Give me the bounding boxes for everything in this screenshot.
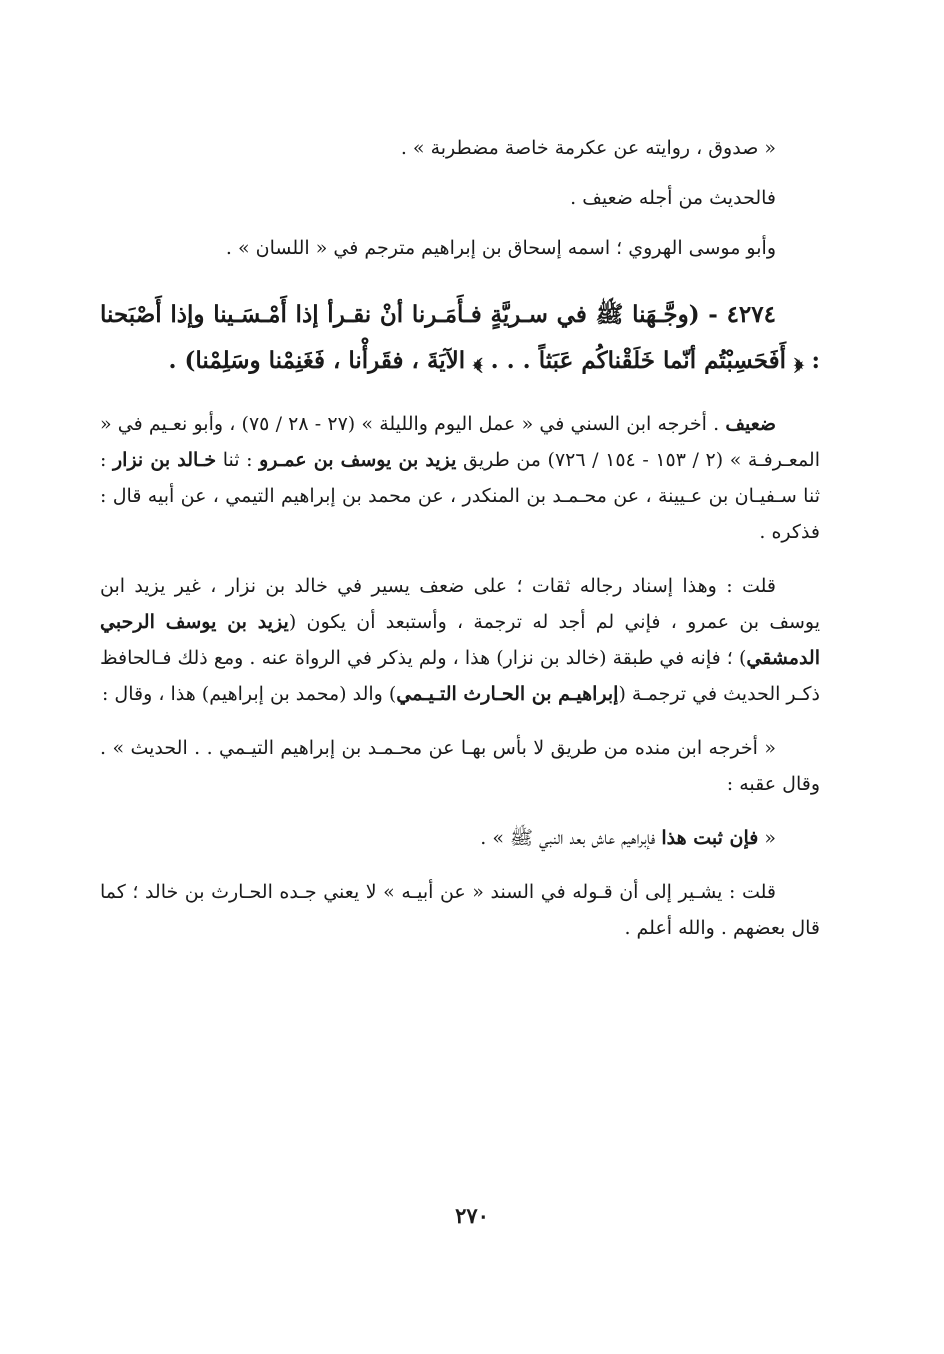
hadith-weak-line: فالحديث من أجله ضعيف . (570, 187, 776, 209)
narrator-yazid-rahbi: يزيد بن يوسف الرحبي الدمشقي (100, 611, 820, 669)
quote-rest: فإبراهيم عاش بعد النبي ﷺ » . (480, 827, 662, 849)
takhrij-paragraph (100, 406, 820, 550)
narrator-khalid: خـالد بن نزار (112, 449, 217, 471)
takhrij-text-3: : ثنا سـفيـان بن عـيينة ، عن محـمـد بن المنكدر ، عن محمد بن إبراهيم التيمي ، عن أبيه قال : فذكره . (100, 449, 820, 543)
commentary-text-1: قلت : وهذا إسناد رجاله ثقات ؛ على ضعف يسير في خالد بن نزار ، غير يزيد ابن يوسف بن عمرو ، فإني لم أجد له ترجمة ، وأستبعد أن يكون ( (100, 575, 821, 633)
quote-ibn-mandah: « أخرجه ابن منده من طريق لا بأس بهـا عن محـمـد بن إبراهيم التيـمي . . الحديث » . وقال عقبه : (100, 737, 820, 795)
commentary-text-2: ) ؛ فإنه في طبقة (خالد بن نزار) هذا ، ولم يذكر في الرواة عنه . ومع ذلك فـالحافظ ذكـر الحديث في ترجمـة ( (100, 647, 820, 705)
quote-line-sadouq: « صدوق ، روايته عن عكرمة خاصة مضطربة » . (400, 137, 776, 159)
grade-label: ضعيف (725, 413, 777, 435)
commentary-paragraph-1 (100, 568, 820, 712)
commentary-text-3: ) والد (محمد بن إبراهيم) هذا ، وقال : (101, 683, 397, 705)
page-number: ٢٧٠ (455, 1203, 489, 1228)
abu-musa-line: وأبو موسى الهروي ؛ اسمه إسحاق بن إبراهيم مترجم في « اللسان » . (225, 237, 776, 259)
takhrij-text-2: : ثنا (216, 449, 260, 471)
quote-if-proven (100, 820, 820, 856)
commentary-paragraph-2: قلت : يشـير إلى أن قـوله في السند « عن أبيـه » لا يعني جـده الحـارث بن خالد ؛ كما قال بعضهم . والله أعلم . (100, 881, 820, 939)
page-body (100, 130, 820, 964)
narrator-yazid: يزيد بن يوسف بن عمـرو (259, 449, 457, 471)
quote-open: « (758, 827, 776, 849)
takhrij-text-1: . أخرجه ابن السني في « عمل اليوم والليلة » (٢٧ - ٢٨ / ٧٥) ، وأبو نعـيم في « المعـرفـة » (٢ / ١٥٣ - ١٥٤ / ٧٢٦) من طريق (100, 413, 821, 471)
quote-bold-phrase: فإن ثبت هذا (661, 827, 759, 849)
hadith-text: ٤٢٧٤ - (وجَّـهَنا ﷺ في سـريَّةٍ فـأَمَـرنا أنْ نقـرأ إذا أَمْـسَـينا وإذا أَصْبَحنا : ﴿ أَفَحَسِبْتُم أنّما خَلَقْناكُم عَبَثاً . . . ﴾ الآيَةَ ، فقَرأْنا ، فَغَنِمْنا وسَلِمْنا) . (100, 301, 820, 374)
narrator-ibrahim-taymi: إبراهيـم بن الحـارث التـيـمي (396, 683, 619, 705)
